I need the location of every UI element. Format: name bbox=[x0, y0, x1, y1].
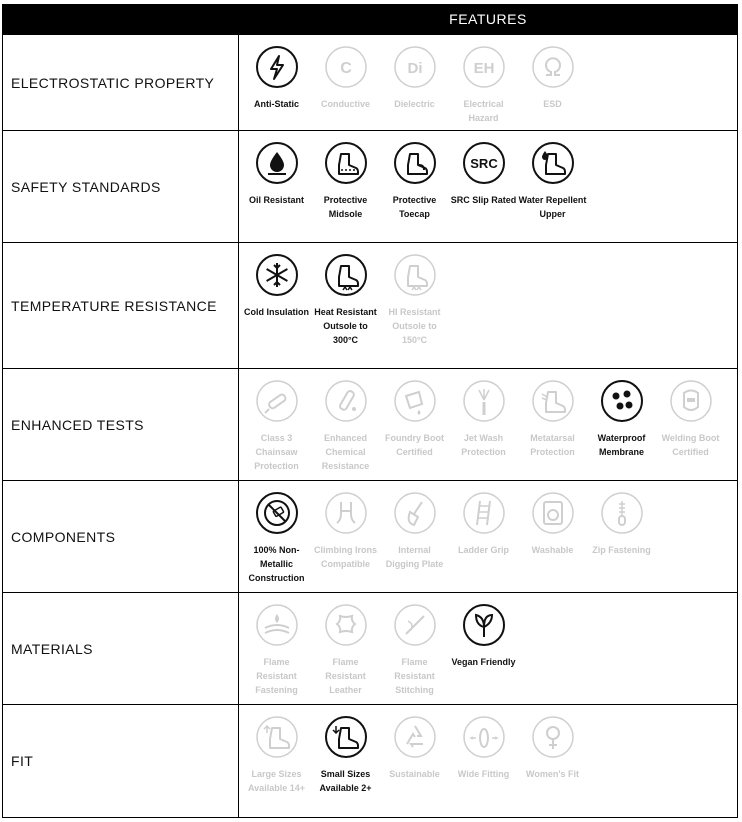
feature-label: Protective Toecap bbox=[392, 195, 437, 219]
feature-label: Vegan Friendly bbox=[451, 657, 516, 667]
droplets-icon bbox=[600, 379, 644, 423]
feature-icons-cell bbox=[239, 369, 737, 480]
welding-mask-icon bbox=[669, 379, 713, 423]
feature-item bbox=[656, 379, 725, 480]
feature-item bbox=[380, 253, 449, 368]
feature-item bbox=[518, 491, 587, 592]
boot-heat-icon bbox=[324, 253, 368, 297]
feature-label: Oil Resistant bbox=[248, 195, 304, 205]
snowflake-icon bbox=[255, 253, 299, 297]
feature-label: Large Sizes Available 14+ bbox=[248, 769, 305, 793]
feature-item bbox=[449, 379, 518, 480]
feature-item bbox=[311, 45, 380, 130]
features-title: FEATURES bbox=[449, 11, 527, 27]
omega-icon bbox=[531, 45, 575, 89]
feature-label: Heat Resistant Outsole to 300°C bbox=[314, 307, 377, 345]
feature-item bbox=[587, 379, 656, 480]
feature-item bbox=[242, 379, 311, 480]
feature-label: Flame Resistant Leather bbox=[325, 657, 366, 695]
letters-eh-icon bbox=[462, 45, 506, 89]
header-blank-cell bbox=[3, 5, 239, 34]
svg-text:C: C bbox=[339, 60, 352, 77]
feature-label: Metatarsal Protection bbox=[530, 433, 575, 457]
feature-item bbox=[380, 603, 449, 704]
feature-label: Internal Digging Plate bbox=[385, 545, 444, 569]
feature-label: Class 3 Chainsaw Protection bbox=[254, 433, 299, 471]
leaf-icon bbox=[462, 603, 506, 647]
test-tube-icon bbox=[324, 379, 368, 423]
svg-text:Di: Di bbox=[407, 60, 422, 77]
feature-label: Anti-Static bbox=[254, 99, 299, 109]
feature-label: Jet Wash Protection bbox=[461, 433, 506, 457]
row-category-label: COMPONENTS bbox=[3, 481, 239, 592]
feature-item bbox=[311, 253, 380, 368]
no-metal-icon bbox=[255, 491, 299, 535]
feature-label: Ladder Grip bbox=[457, 545, 509, 555]
lightning-icon bbox=[255, 45, 299, 89]
washing-machine-icon bbox=[531, 491, 575, 535]
feature-item bbox=[242, 603, 311, 704]
feature-row bbox=[3, 34, 737, 130]
row-category-label: FIT bbox=[3, 705, 239, 817]
feature-label: Protective Midsole bbox=[323, 195, 368, 219]
row-category-label: MATERIALS bbox=[3, 593, 239, 704]
svg-text:EH: EH bbox=[473, 60, 494, 77]
feature-item bbox=[518, 715, 587, 817]
water-boot-icon bbox=[531, 141, 575, 185]
jet-wash-icon bbox=[462, 379, 506, 423]
feature-icons-cell bbox=[239, 243, 737, 368]
row-category-label: ENHANCED TESTS bbox=[3, 369, 239, 480]
feature-item bbox=[449, 603, 518, 704]
feature-item bbox=[449, 715, 518, 817]
feature-label: Climbing Irons Compatible bbox=[314, 545, 377, 569]
feature-label: Flame Resistant Stitching bbox=[394, 657, 435, 695]
boot-heat-icon bbox=[393, 253, 437, 297]
feature-label: 100% Non-Metallic Construction bbox=[248, 545, 305, 583]
boot-toecap-icon bbox=[393, 141, 437, 185]
feature-label: Women's Fit bbox=[526, 769, 579, 779]
feature-icons-cell bbox=[239, 131, 737, 242]
feature-item bbox=[242, 715, 311, 817]
female-icon bbox=[531, 715, 575, 759]
feature-rows bbox=[3, 34, 737, 817]
feature-label: ESD bbox=[543, 99, 562, 109]
feature-item bbox=[380, 491, 449, 592]
metatarsal-icon bbox=[531, 379, 575, 423]
feature-icons-cell bbox=[239, 593, 737, 704]
feature-label: Water Repellent Upper bbox=[518, 195, 587, 219]
features-header bbox=[3, 5, 737, 34]
feature-item bbox=[380, 715, 449, 817]
feature-row bbox=[3, 592, 737, 704]
feature-label: Dielectric bbox=[394, 99, 435, 109]
src-icon bbox=[462, 141, 506, 185]
feature-item bbox=[380, 45, 449, 130]
feature-label: Foundry Boot Certified bbox=[385, 433, 444, 457]
feature-item bbox=[311, 141, 380, 242]
shovel-icon bbox=[393, 491, 437, 535]
feature-row bbox=[3, 130, 737, 242]
feature-item bbox=[518, 45, 587, 130]
wide-foot-icon bbox=[462, 715, 506, 759]
climbing-irons-icon bbox=[324, 491, 368, 535]
oil-drop-icon bbox=[255, 141, 299, 185]
feature-label: Sustainable bbox=[389, 769, 440, 779]
feature-label: SRC Slip Rated bbox=[450, 195, 517, 205]
feature-row bbox=[3, 242, 737, 368]
feature-item bbox=[311, 715, 380, 817]
boot-midsole-icon bbox=[324, 141, 368, 185]
feature-label: Waterproof Membrane bbox=[597, 433, 646, 457]
feature-item bbox=[449, 141, 518, 242]
zip-icon bbox=[600, 491, 644, 535]
feature-label: HI Resistant Outsole to 150°C bbox=[388, 307, 441, 345]
recycle-icon bbox=[393, 715, 437, 759]
letters-di-icon bbox=[393, 45, 437, 89]
feature-label: Cold Insulation bbox=[244, 307, 309, 317]
feature-label: Electrical Hazard bbox=[463, 99, 504, 123]
feature-label: Flame Resistant Fastening bbox=[255, 657, 298, 695]
feature-item bbox=[311, 603, 380, 704]
feature-item bbox=[242, 253, 311, 368]
feature-item bbox=[449, 45, 518, 130]
feature-row bbox=[3, 368, 737, 480]
row-category-label: ELECTROSTATIC PROPERTY bbox=[3, 35, 239, 130]
feature-label: Welding Boot Certified bbox=[661, 433, 720, 457]
feature-label: Washable bbox=[531, 545, 574, 555]
feature-row bbox=[3, 704, 737, 817]
feature-item bbox=[587, 491, 656, 592]
feature-label: Conductive bbox=[320, 99, 370, 109]
feature-item bbox=[242, 491, 311, 592]
flame-fastening-icon bbox=[255, 603, 299, 647]
row-category-label: TEMPERATURE RESISTANCE bbox=[3, 243, 239, 368]
feature-icons-cell bbox=[239, 481, 737, 592]
feature-item bbox=[380, 141, 449, 242]
feature-item bbox=[311, 379, 380, 480]
feature-row bbox=[3, 480, 737, 592]
feature-item bbox=[242, 141, 311, 242]
row-category-label: SAFETY STANDARDS bbox=[3, 131, 239, 242]
feature-label: Enhanced Chemical Resistance bbox=[321, 433, 370, 471]
feature-icons-cell bbox=[239, 35, 737, 130]
feature-item bbox=[518, 141, 587, 242]
svg-text:SRC: SRC bbox=[469, 156, 498, 171]
letter-c-icon bbox=[324, 45, 368, 89]
chainsaw-icon bbox=[255, 379, 299, 423]
feature-label: Wide Fitting bbox=[457, 769, 510, 779]
feature-item bbox=[449, 491, 518, 592]
feature-icons-cell bbox=[239, 705, 737, 817]
boot-large-icon bbox=[255, 715, 299, 759]
feature-item bbox=[380, 379, 449, 480]
feature-item bbox=[518, 379, 587, 480]
needle-icon bbox=[393, 603, 437, 647]
feature-label: Small Sizes Available 2+ bbox=[319, 769, 372, 793]
ladder-icon bbox=[462, 491, 506, 535]
boot-small-icon bbox=[324, 715, 368, 759]
features-table bbox=[2, 4, 738, 818]
leather-icon bbox=[324, 603, 368, 647]
feature-item bbox=[311, 491, 380, 592]
feature-label: Zip Fastening bbox=[592, 545, 651, 555]
foundry-icon bbox=[393, 379, 437, 423]
feature-item bbox=[242, 45, 311, 130]
